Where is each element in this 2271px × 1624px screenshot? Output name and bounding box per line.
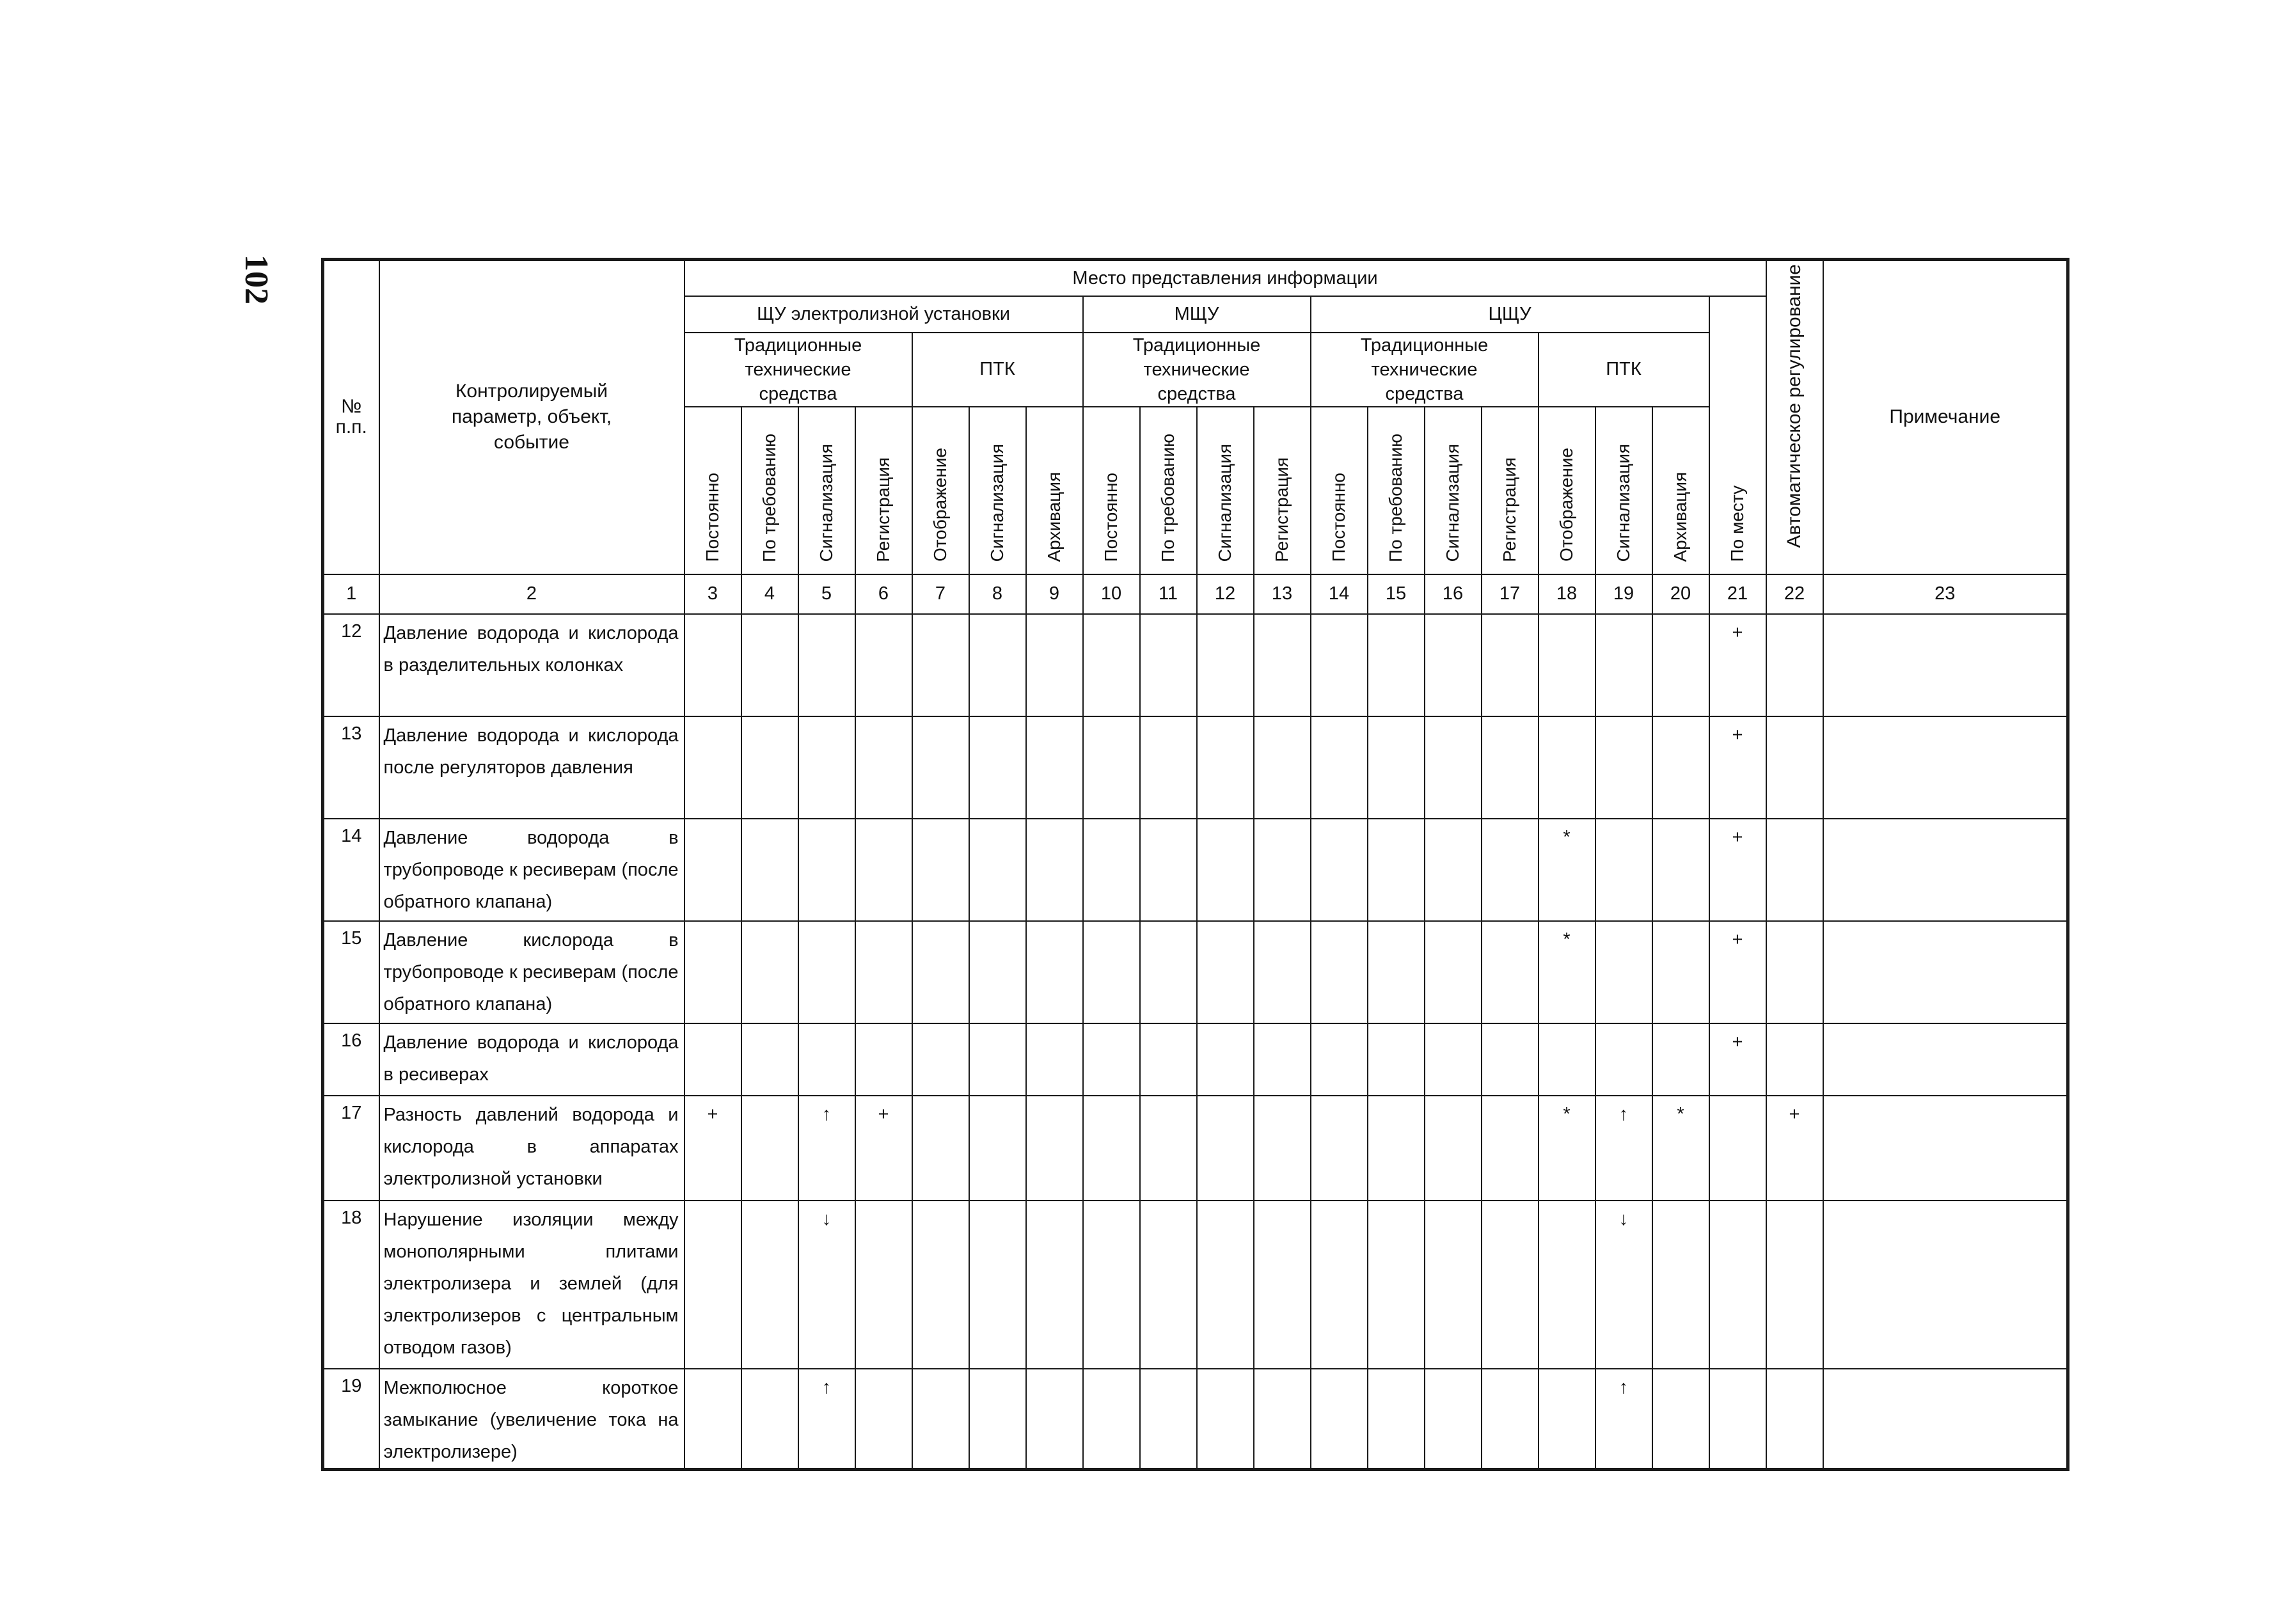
- column-number: 1: [323, 574, 379, 614]
- page-number: 102: [238, 255, 274, 304]
- cell-col-17: [1482, 1369, 1539, 1470]
- subheader-10: Постоянно: [1083, 407, 1140, 574]
- cell-col-7: [912, 1023, 969, 1096]
- row-parameter: Разность давлений водорода и кислорода в аппаратах электролизной установки: [379, 1096, 684, 1201]
- cell-col-6: [855, 819, 912, 921]
- column-number: 11: [1140, 574, 1197, 614]
- cell-col-18: [1539, 716, 1595, 819]
- cell-col-9: [1026, 1096, 1083, 1201]
- cell-col-7: [912, 716, 969, 819]
- cell-col-11: [1140, 1096, 1197, 1201]
- cell-col-12: [1197, 1096, 1254, 1201]
- header-group-cshu: ЦЩУ: [1311, 296, 1709, 333]
- cell-col-8: [969, 1023, 1026, 1096]
- cell-col-16: [1425, 1201, 1482, 1369]
- subheader-20: Архивация: [1652, 407, 1709, 574]
- cell-col-23: [1823, 1023, 2068, 1096]
- cell-col-18: *: [1539, 921, 1595, 1023]
- cell-col-8: [969, 921, 1026, 1023]
- cell-col-5: [798, 819, 855, 921]
- cell-col-5: ↓: [798, 1201, 855, 1369]
- cell-col-5: [798, 614, 855, 716]
- header-param: Контролируемый параметр, объект, событие: [379, 260, 684, 574]
- column-number: 16: [1425, 574, 1482, 614]
- subheader-18: Отображение: [1539, 407, 1595, 574]
- cell-col-21: [1709, 1201, 1766, 1369]
- cell-col-16: [1425, 614, 1482, 716]
- cell-col-12: [1197, 921, 1254, 1023]
- cell-col-20: [1652, 614, 1709, 716]
- cell-col-3: [684, 716, 741, 819]
- row-number: 13: [323, 716, 379, 819]
- cell-col-13: [1254, 1201, 1311, 1369]
- cell-col-14: [1311, 716, 1368, 819]
- cell-col-15: [1368, 614, 1425, 716]
- cell-col-23: [1823, 921, 2068, 1023]
- cell-col-7: [912, 1369, 969, 1470]
- cell-col-4: [741, 1201, 798, 1369]
- cell-col-15: [1368, 1369, 1425, 1470]
- subheader-8: Сигнализация: [969, 407, 1026, 574]
- column-number: 2: [379, 574, 684, 614]
- cell-col-3: [684, 1201, 741, 1369]
- cell-col-20: [1652, 1201, 1709, 1369]
- cell-col-7: [912, 614, 969, 716]
- cell-col-9: [1026, 921, 1083, 1023]
- cell-col-21: +: [1709, 614, 1766, 716]
- table-row: [323, 921, 2068, 1023]
- row-number: 19: [323, 1369, 379, 1470]
- cell-col-7: [912, 1201, 969, 1369]
- cell-col-23: [1823, 614, 2068, 716]
- cell-col-10: [1083, 1096, 1140, 1201]
- cell-col-8: [969, 1201, 1026, 1369]
- cell-col-15: [1368, 1023, 1425, 1096]
- cell-col-6: [855, 1201, 912, 1369]
- cell-col-19: [1595, 819, 1652, 921]
- table-row: [323, 1369, 2068, 1470]
- row-number: 12: [323, 614, 379, 716]
- cell-col-6: [855, 921, 912, 1023]
- cell-col-4: [741, 614, 798, 716]
- subheader-13: Регистрация: [1254, 407, 1311, 574]
- header-ptk-shu: ПТК: [912, 333, 1083, 407]
- cell-col-4: [741, 819, 798, 921]
- cell-col-18: [1539, 1023, 1595, 1096]
- row-number: 14: [323, 819, 379, 921]
- column-number: 10: [1083, 574, 1140, 614]
- cell-col-17: [1482, 921, 1539, 1023]
- cell-col-17: [1482, 1096, 1539, 1201]
- column-number: 7: [912, 574, 969, 614]
- cell-col-22: [1766, 1023, 1823, 1096]
- column-number: 6: [855, 574, 912, 614]
- cell-col-7: [912, 1096, 969, 1201]
- cell-col-6: [855, 1023, 912, 1096]
- cell-col-6: +: [855, 1096, 912, 1201]
- cell-col-20: [1652, 819, 1709, 921]
- cell-col-21: +: [1709, 921, 1766, 1023]
- cell-col-10: [1083, 1201, 1140, 1369]
- cell-col-15: [1368, 1096, 1425, 1201]
- table-row: [323, 1201, 2068, 1369]
- cell-col-16: [1425, 716, 1482, 819]
- column-number: 4: [741, 574, 798, 614]
- subheader-3: Постоянно: [684, 407, 741, 574]
- cell-col-16: [1425, 1096, 1482, 1201]
- cell-col-3: [684, 1369, 741, 1470]
- cell-col-5: [798, 716, 855, 819]
- cell-col-16: [1425, 819, 1482, 921]
- cell-col-9: [1026, 716, 1083, 819]
- cell-col-21: +: [1709, 819, 1766, 921]
- cell-col-22: [1766, 614, 1823, 716]
- cell-col-7: [912, 819, 969, 921]
- column-number: 21: [1709, 574, 1766, 614]
- cell-col-17: [1482, 819, 1539, 921]
- cell-col-10: [1083, 1369, 1140, 1470]
- row-number: 17: [323, 1096, 379, 1201]
- column-number: 19: [1595, 574, 1652, 614]
- column-number: 5: [798, 574, 855, 614]
- subheader-19: Сигнализация: [1595, 407, 1652, 574]
- cell-col-22: [1766, 921, 1823, 1023]
- row-parameter: Межполюсное короткое замыкание (увеличение тока на электролизере): [379, 1369, 684, 1470]
- cell-col-5: ↑: [798, 1096, 855, 1201]
- cell-col-13: [1254, 921, 1311, 1023]
- cell-col-10: [1083, 1023, 1140, 1096]
- cell-col-19: [1595, 614, 1652, 716]
- cell-col-21: [1709, 1369, 1766, 1470]
- column-number: 9: [1026, 574, 1083, 614]
- row-parameter: Давление водорода и кислорода после регуляторов давления: [379, 716, 684, 819]
- cell-col-3: [684, 921, 741, 1023]
- row-number: 18: [323, 1201, 379, 1369]
- cell-col-3: [684, 614, 741, 716]
- column-number-row: [323, 574, 2068, 614]
- row-parameter: Давление кислорода в трубопроводе к ресиверам (после обратного клапана): [379, 921, 684, 1023]
- subheader-14: Постоянно: [1311, 407, 1368, 574]
- cell-col-4: [741, 1023, 798, 1096]
- header-place: Место представления информации: [684, 260, 1766, 296]
- cell-col-23: [1823, 819, 2068, 921]
- cell-col-15: [1368, 1201, 1425, 1369]
- cell-col-6: [855, 1369, 912, 1470]
- cell-col-22: [1766, 716, 1823, 819]
- cell-col-13: [1254, 1023, 1311, 1096]
- cell-col-13: [1254, 1369, 1311, 1470]
- header-group-shu: ЩУ электролизной установки: [684, 296, 1083, 333]
- cell-col-18: [1539, 1201, 1595, 1369]
- cell-col-9: [1026, 614, 1083, 716]
- cell-col-12: [1197, 716, 1254, 819]
- cell-col-9: [1026, 1201, 1083, 1369]
- cell-col-11: [1140, 921, 1197, 1023]
- cell-col-11: [1140, 819, 1197, 921]
- cell-col-5: ↑: [798, 1369, 855, 1470]
- row-parameter: Давление водорода в трубопроводе к ресиверам (после обратного клапана): [379, 819, 684, 921]
- cell-col-20: [1652, 1369, 1709, 1470]
- cell-col-23: [1823, 716, 2068, 819]
- row-parameter: Давление водорода и кислорода в разделительных колонках: [379, 614, 684, 716]
- cell-col-23: [1823, 1201, 2068, 1369]
- cell-col-18: *: [1539, 819, 1595, 921]
- header-trad-mshu: Традиционные технические средства: [1083, 333, 1311, 407]
- cell-col-9: [1026, 819, 1083, 921]
- row-number: 15: [323, 921, 379, 1023]
- cell-col-23: [1823, 1369, 2068, 1470]
- cell-col-17: [1482, 1201, 1539, 1369]
- cell-col-5: [798, 921, 855, 1023]
- cell-col-19: ↓: [1595, 1201, 1652, 1369]
- cell-col-3: [684, 1023, 741, 1096]
- cell-col-13: [1254, 1096, 1311, 1201]
- subheader-7: Отображение: [912, 407, 969, 574]
- cell-col-11: [1140, 1369, 1197, 1470]
- cell-col-10: [1083, 921, 1140, 1023]
- cell-col-14: [1311, 1369, 1368, 1470]
- cell-col-8: [969, 819, 1026, 921]
- table-row: [323, 1096, 2068, 1201]
- cell-col-10: [1083, 716, 1140, 819]
- header-note: Примечание: [1823, 260, 2068, 574]
- header-num: № п.п.: [323, 260, 379, 574]
- cell-col-4: [741, 1369, 798, 1470]
- cell-col-3: +: [684, 1096, 741, 1201]
- row-parameter: Давление водорода и кислорода в ресиверах: [379, 1023, 684, 1096]
- cell-col-14: [1311, 921, 1368, 1023]
- cell-col-10: [1083, 819, 1140, 921]
- cell-col-6: [855, 716, 912, 819]
- cell-col-8: [969, 1369, 1026, 1470]
- subheader-15: По требованию: [1368, 407, 1425, 574]
- cell-col-4: [741, 716, 798, 819]
- cell-col-14: [1311, 1096, 1368, 1201]
- cell-col-22: [1766, 1369, 1823, 1470]
- cell-col-18: [1539, 614, 1595, 716]
- cell-col-15: [1368, 921, 1425, 1023]
- cell-col-13: [1254, 716, 1311, 819]
- subheader-16: Сигнализация: [1425, 407, 1482, 574]
- cell-col-12: [1197, 1201, 1254, 1369]
- cell-col-14: [1311, 819, 1368, 921]
- cell-col-22: [1766, 1201, 1823, 1369]
- column-number: 22: [1766, 574, 1823, 614]
- subheader-4: По требованию: [741, 407, 798, 574]
- cell-col-12: [1197, 1369, 1254, 1470]
- column-number: 17: [1482, 574, 1539, 614]
- subheader-6: Регистрация: [855, 407, 912, 574]
- cell-col-21: [1709, 1096, 1766, 1201]
- cell-col-11: [1140, 614, 1197, 716]
- cell-col-14: [1311, 614, 1368, 716]
- subheader-5: Сигнализация: [798, 407, 855, 574]
- cell-col-7: [912, 921, 969, 1023]
- column-number: 23: [1823, 574, 2068, 614]
- column-number: 13: [1254, 574, 1311, 614]
- cell-col-6: [855, 614, 912, 716]
- cell-col-4: [741, 1096, 798, 1201]
- table-row: [323, 614, 2068, 716]
- cell-col-19: [1595, 921, 1652, 1023]
- cell-col-20: *: [1652, 1096, 1709, 1201]
- column-number: 18: [1539, 574, 1595, 614]
- cell-col-12: [1197, 614, 1254, 716]
- cell-col-16: [1425, 921, 1482, 1023]
- cell-col-19: [1595, 716, 1652, 819]
- cell-col-9: [1026, 1023, 1083, 1096]
- column-number: 15: [1368, 574, 1425, 614]
- column-number: 14: [1311, 574, 1368, 614]
- cell-col-23: [1823, 1096, 2068, 1201]
- cell-col-17: [1482, 1023, 1539, 1096]
- cell-col-19: [1595, 1023, 1652, 1096]
- cell-col-17: [1482, 716, 1539, 819]
- row-number: 16: [323, 1023, 379, 1096]
- cell-col-12: [1197, 1023, 1254, 1096]
- cell-col-15: [1368, 716, 1425, 819]
- cell-col-14: [1311, 1201, 1368, 1369]
- cell-col-9: [1026, 1369, 1083, 1470]
- subheader-11: По требованию: [1140, 407, 1197, 574]
- subheader-17: Регистрация: [1482, 407, 1539, 574]
- header-trad-cshu: Традиционные технические средства: [1311, 333, 1539, 407]
- header-ptk-cshu: ПТК: [1539, 333, 1709, 407]
- cell-col-8: [969, 1096, 1026, 1201]
- cell-col-20: [1652, 1023, 1709, 1096]
- cell-col-20: [1652, 921, 1709, 1023]
- cell-col-15: [1368, 819, 1425, 921]
- cell-col-21: +: [1709, 1023, 1766, 1096]
- row-parameter: Нарушение изоляции между монополярными плитами электролизера и землей (для электролизеров с центральным отводом газов): [379, 1201, 684, 1369]
- cell-col-17: [1482, 614, 1539, 716]
- column-number: 8: [969, 574, 1026, 614]
- cell-col-11: [1140, 1023, 1197, 1096]
- cell-col-22: [1766, 819, 1823, 921]
- table-row: [323, 716, 2068, 819]
- table-row: [323, 819, 2068, 921]
- cell-col-16: [1425, 1023, 1482, 1096]
- cell-col-12: [1197, 819, 1254, 921]
- cell-col-5: [798, 1023, 855, 1096]
- cell-col-13: [1254, 614, 1311, 716]
- cell-col-22: +: [1766, 1096, 1823, 1201]
- cell-col-16: [1425, 1369, 1482, 1470]
- header-group-mshu: МЩУ: [1083, 296, 1311, 333]
- cell-col-10: [1083, 614, 1140, 716]
- cell-col-4: [741, 921, 798, 1023]
- cell-col-11: [1140, 716, 1197, 819]
- header-auto-reg: Автоматическое регулирование: [1766, 260, 1823, 574]
- cell-col-19: ↑: [1595, 1096, 1652, 1201]
- cell-col-8: [969, 716, 1026, 819]
- header-trad-shu: Традиционные технические средства: [684, 333, 912, 407]
- cell-col-14: [1311, 1023, 1368, 1096]
- subheader-12: Сигнализация: [1197, 407, 1254, 574]
- cell-col-21: +: [1709, 716, 1766, 819]
- column-number: 3: [684, 574, 741, 614]
- control-table: [321, 258, 2069, 1471]
- cell-col-20: [1652, 716, 1709, 819]
- cell-col-13: [1254, 819, 1311, 921]
- cell-col-3: [684, 819, 741, 921]
- cell-col-18: *: [1539, 1096, 1595, 1201]
- table-row: [323, 1023, 2068, 1096]
- cell-col-8: [969, 614, 1026, 716]
- column-number: 20: [1652, 574, 1709, 614]
- cell-col-11: [1140, 1201, 1197, 1369]
- cell-col-19: ↑: [1595, 1369, 1652, 1470]
- column-number: 12: [1197, 574, 1254, 614]
- subheader-9: Архивация: [1026, 407, 1083, 574]
- cell-col-18: [1539, 1369, 1595, 1470]
- header-po-mestu: По месту: [1709, 296, 1766, 574]
